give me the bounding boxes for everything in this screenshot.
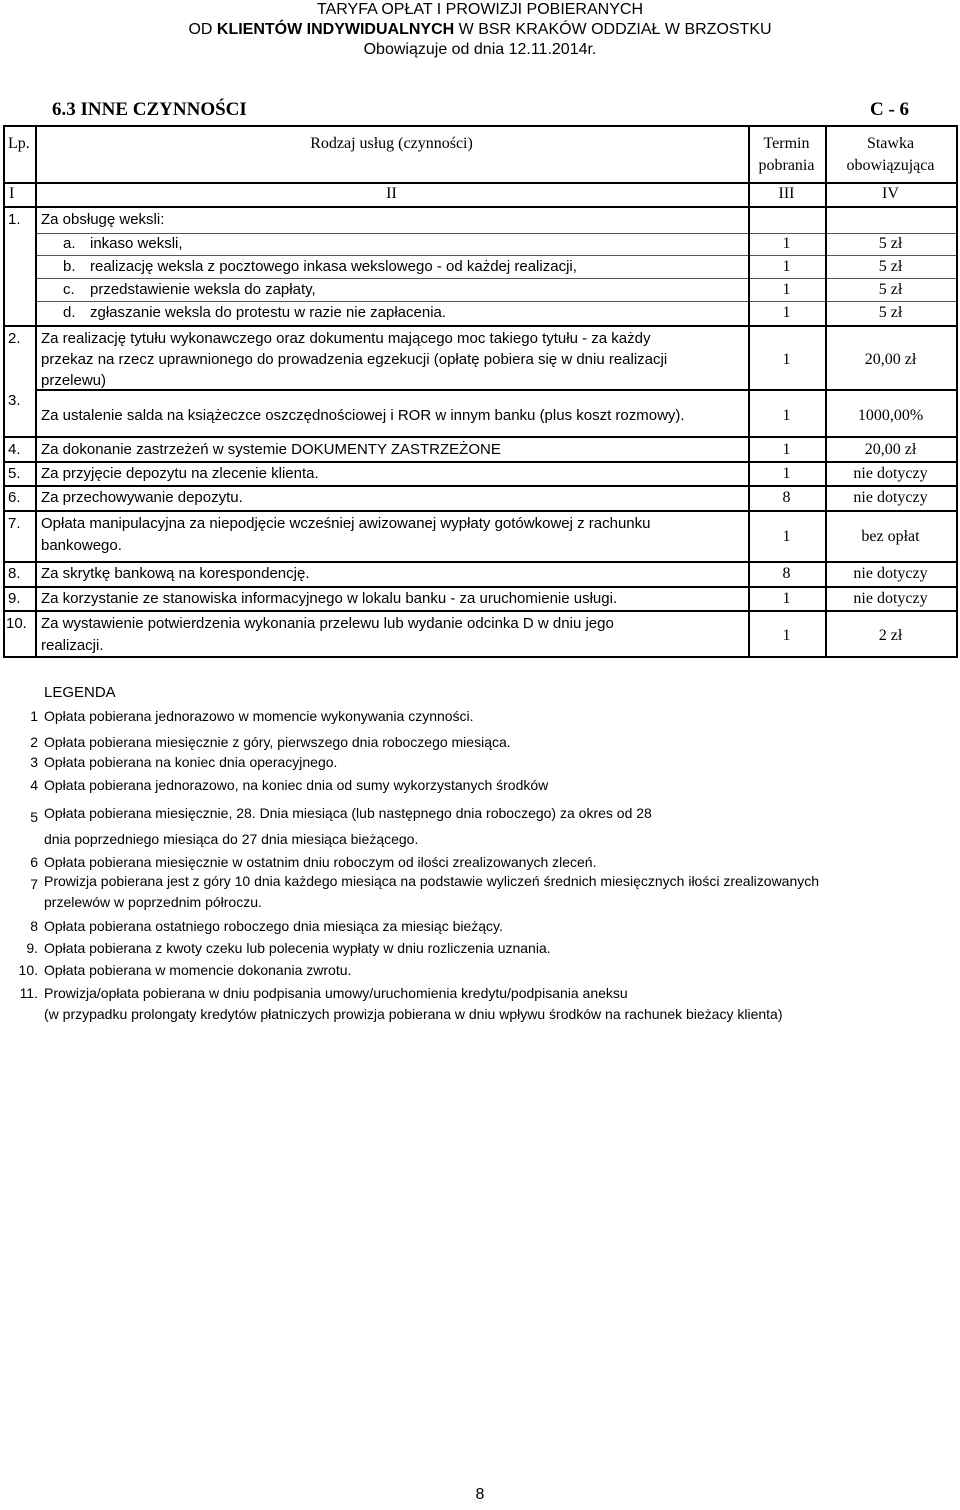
row-service: Za skrytkę bankową na korespondencję.: [41, 565, 310, 582]
row-rate: 1000,00%: [857, 407, 924, 424]
legend-number: 5: [30, 809, 38, 825]
legend-number: 6: [30, 854, 38, 870]
legend-text: Opłata pobierana na koniec dnia operacyjnego.: [44, 754, 338, 770]
rule: [3, 436, 958, 438]
rule: [3, 125, 5, 658]
fee-table: [3, 125, 958, 658]
legend-number: 11.: [19, 985, 38, 1001]
legend-text: Prowizja pobierana jest z góry 10 dnia każdego miesiąca na podstawie wyliczeń średnich miesięcznych iłości zrealizowanych: [44, 873, 820, 889]
row-term: 1: [782, 441, 791, 458]
rule: [3, 610, 958, 612]
sub-term: 1: [782, 235, 791, 252]
row-service: Za korzystanie ze stanowiska informacyjnego w lokalu banku - za uruchomienie usługi.: [41, 590, 618, 607]
legend-text: Opłata pobierana jednorazowo w momencie wykonywania czynności.: [44, 708, 474, 724]
rule: [3, 325, 958, 327]
sub-term: 1: [782, 281, 791, 298]
rule: [3, 206, 958, 208]
numeral-iii: III: [778, 185, 795, 202]
legend-number: 4: [30, 777, 38, 793]
row-service: Za przechowywanie depozytu.: [41, 489, 243, 506]
legend-text-line2: przelewów w poprzednim półroczu.: [44, 894, 262, 910]
legend-text: Prowizja/opłata pobierana w dniu podpisania umowy/uruchomienia kredytu/podpisania aneksu: [44, 985, 628, 1001]
sub-term: 1: [782, 304, 791, 321]
sub-rate: 5 zł: [878, 304, 903, 321]
row-rate: bez opłat: [861, 528, 920, 545]
row-rate: nie dotyczy: [853, 565, 928, 582]
row-lp: 10.: [6, 615, 27, 632]
legend-text: Opłata pobierana z kwoty czeku lub polecenia wypłaty w dniu rozliczenia uznania.: [44, 940, 551, 956]
col-header-term-2: pobrania: [758, 157, 815, 174]
row-lp: 9.: [8, 590, 21, 607]
col-header-service: Rodzaj usług (czynności): [310, 135, 473, 152]
numeral-i: I: [9, 185, 15, 202]
row-term: 8: [782, 489, 791, 506]
effective-date: Obowiązuje od dnia 12.11.2014r.: [363, 41, 597, 58]
row-lp: 3.: [8, 392, 21, 409]
row-service-line2: przekaz na rzecz uprawnionego do prowadzenia egzekucji (opłatę pobiera się w dniu realizacji: [41, 351, 668, 368]
row-service: Za realizację tytułu wykonawczego oraz dokumentu mającego moc takiego tytułu - za każdy: [41, 330, 651, 347]
legend-text: Opłata pobierana miesięcznie z góry, pierwszego dnia roboczego miesiąca.: [44, 734, 511, 750]
sub-service: zgłaszanie weksla do protestu w razie nie zapłacenia.: [90, 304, 447, 321]
row-rate: nie dotyczy: [853, 465, 928, 482]
legend-text: Opłata pobierana jednorazowo, na koniec dnia od sumy wykorzystanych środków: [44, 777, 549, 793]
col-header-term: Termin: [763, 135, 810, 152]
row-term: 1: [782, 627, 791, 644]
row-service: Za dokonanie zastrzeżeń w systemie DOKUMENTY ZASTRZEŻONE: [41, 441, 501, 458]
rule: [35, 389, 958, 391]
row-service-line3: przelewu): [41, 372, 107, 389]
row-lp: 2.: [8, 330, 21, 347]
legend-text-line2: dnia poprzedniego miesiąca do 27 dnia miesiąca bieżącego.: [44, 831, 419, 847]
legend-text: Opłata pobierana miesięcznie w ostatnim dniu roboczym od ilości zrealizowanych zleceń.: [44, 854, 597, 870]
rule: [3, 510, 958, 512]
legend-number: 3: [30, 754, 38, 770]
row-lp: 4.: [8, 441, 21, 458]
subtitle-bold: KLIENTÓW INDYWIDUALNYCH: [216, 21, 455, 38]
sub-letter: c.: [63, 281, 75, 298]
subtitle-prefix: OD: [188, 21, 217, 38]
sub-service: realizację weksla z pocztowego inkasa wekslowego - od każdej realizacji,: [90, 258, 577, 275]
row-term: 8: [782, 565, 791, 582]
document-subtitle: [0, 20, 960, 40]
sub-rate: 5 zł: [878, 281, 903, 298]
row-term: 1: [782, 407, 791, 424]
sub-rate: 5 zł: [878, 258, 903, 275]
legend-text-line2: (w przypadku prolongaty kredytów płatniczych prowizja pobierana w dniu wpływu środków na rachunek bieżacy klienta): [44, 1006, 783, 1022]
col-header-rate-2: obowiązująca: [846, 157, 935, 174]
row-lp: 5.: [8, 465, 21, 482]
legend-number: 1: [30, 708, 38, 724]
row-rate: nie dotyczy: [853, 489, 928, 506]
row-term: 1: [782, 351, 791, 368]
col-header-rate: Stawka: [866, 135, 915, 152]
sub-letter: a.: [63, 235, 76, 252]
row-rate: 20,00 zł: [864, 351, 917, 368]
row-rate: nie dotyczy: [853, 590, 928, 607]
numeral-ii: II: [386, 185, 397, 202]
page-number: 8: [475, 1486, 485, 1503]
row-lp: 8.: [8, 565, 21, 582]
legend-number: 10.: [18, 962, 38, 978]
legend-text: Opłata pobierana ostatniego roboczego dnia miesiąca za miesiąc bieżący.: [44, 918, 503, 934]
rule: [3, 125, 958, 127]
numeral-iv: IV: [882, 185, 899, 202]
row-rate: 20,00 zł: [864, 441, 917, 458]
rule: [3, 656, 958, 658]
document-title: TARYFA OPŁAT I PROWIZJI POBIERANYCH: [317, 1, 643, 18]
legend-text: Opłata pobierana w momencie dokonania zwrotu.: [44, 962, 352, 978]
legend-number: 8: [30, 918, 38, 934]
row-service: Za wystawienie potwierdzenia wykonania przelewu lub wydanie odcinka D w dniu jego: [41, 615, 614, 632]
sub-rate: 5 zł: [878, 235, 903, 252]
sub-service: inkaso weksli,: [90, 235, 183, 252]
section-code: C - 6: [870, 99, 910, 120]
row-service: Za ustalenie salda na książeczce oszczędnościowej i ROR w innym banku (plus koszt rozmowy).: [41, 407, 685, 424]
row-lp: 1.: [8, 211, 21, 228]
legend-number: 9.: [26, 940, 38, 956]
row-lp: 7.: [8, 515, 21, 532]
row-service-line2: realizacji.: [41, 637, 104, 654]
col-header-lp: Lp.: [8, 135, 30, 152]
sub-letter: d.: [63, 304, 76, 321]
row-service: Za obsługę weksli:: [41, 211, 165, 228]
sub-letter: b.: [63, 258, 76, 275]
row-lp: 6.: [8, 489, 21, 506]
row-service-line2: bankowego.: [41, 537, 122, 554]
row-term: 1: [782, 590, 791, 607]
sub-term: 1: [782, 258, 791, 275]
legend-text: Opłata pobierana miesięcznie, 28. Dnia miesiąca (lub następnego dnia roboczego) za okres od 28: [44, 805, 652, 821]
section-title: 6.3 INNE CZYNNOŚCI: [52, 99, 247, 120]
sub-service: przedstawienie weksla do zapłaty,: [90, 281, 316, 298]
rule: [956, 125, 958, 658]
legend-title: LEGENDA: [44, 684, 116, 701]
row-rate: 2 zł: [878, 627, 903, 644]
row-term: 1: [782, 528, 791, 545]
row-service: Opłata manipulacyjna za niepodjęcie wcześniej awizowanej wypłaty gotówkowej z rachunku: [41, 515, 651, 532]
row-term: 1: [782, 465, 791, 482]
legend-number: 7: [30, 876, 38, 892]
legend-number: 2: [30, 734, 38, 750]
row-service: Za przyjęcie depozytu na zlecenie klienta.: [41, 465, 319, 482]
subtitle-suffix: W BSR KRAKÓW ODDZIAŁ W BRZOSTKU: [454, 21, 772, 38]
